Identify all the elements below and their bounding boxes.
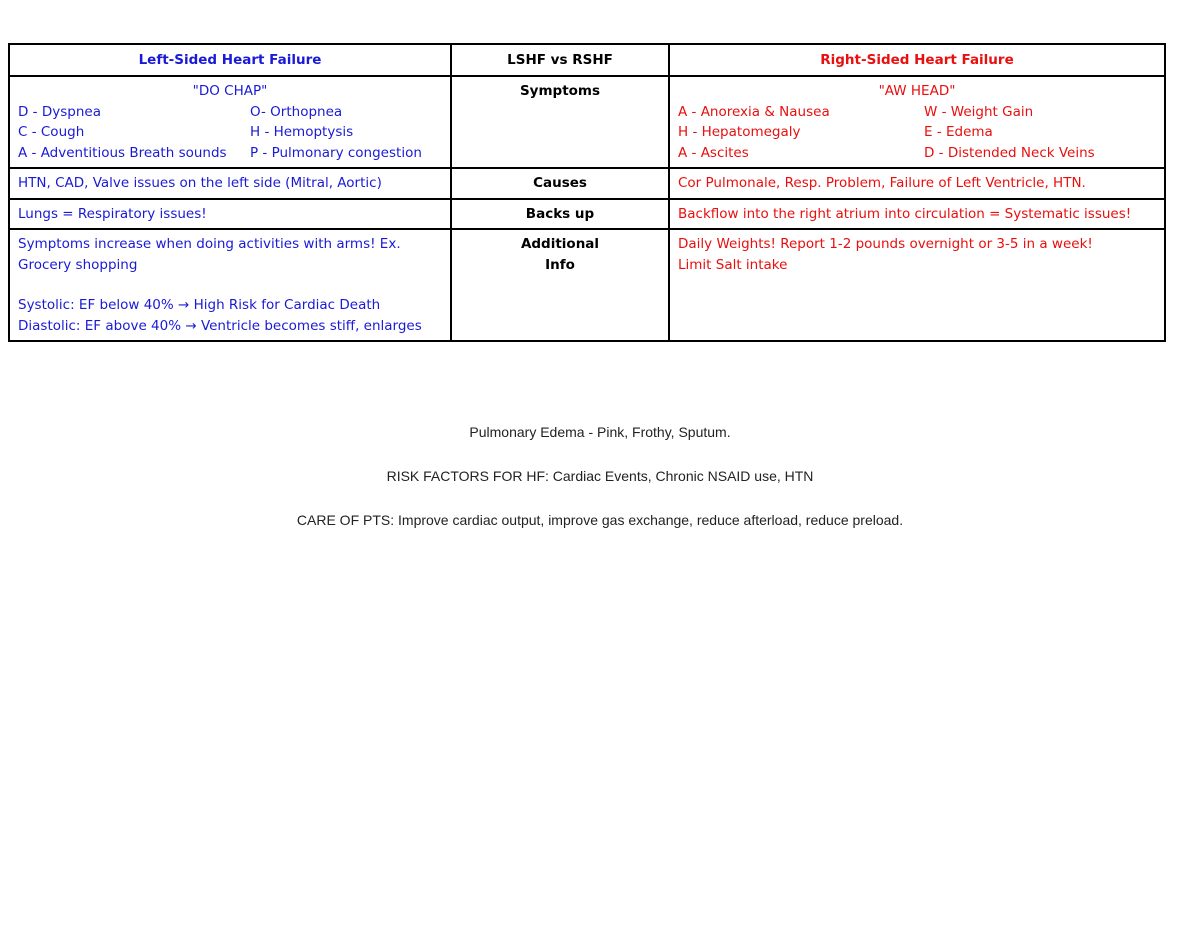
right-additional-cell xyxy=(669,229,1165,341)
right-symptom: H - Hepatomegaly xyxy=(678,124,801,140)
right-symptom: D - Distended Neck Veins xyxy=(924,144,1095,161)
right-symptom: A - Anorexia & Nausea xyxy=(678,103,830,120)
right-symptom-pair xyxy=(678,102,1156,123)
left-symptom-pair xyxy=(18,122,442,143)
right-symptom: W - Weight Gain xyxy=(924,103,1034,120)
causes-row xyxy=(9,168,1165,199)
causes-label: Causes xyxy=(451,168,669,199)
right-mnemonic: "AW HEAD" xyxy=(878,83,956,99)
spacer xyxy=(18,275,442,295)
right-heart-failure-header: Right-Sided Heart Failure xyxy=(669,44,1165,76)
right-causes-cell: Cor Pulmonale, Resp. Problem, Failure of Left Ventricle, HTN. xyxy=(669,168,1165,199)
comparison-header: LSHF vs RSHF xyxy=(451,44,669,76)
right-symptom-pair xyxy=(678,122,1156,143)
lshf-vs-rshf-table xyxy=(8,43,1166,342)
left-symptom-pair xyxy=(18,102,442,123)
left-additional-text: Systolic: EF below 40% → High Risk for Cardiac Death xyxy=(18,297,381,313)
symptoms-row xyxy=(9,76,1165,168)
left-symptom: C - Cough xyxy=(18,124,85,140)
left-symptoms-cell xyxy=(9,76,451,168)
note-care-of-patients: CARE OF PTS: Improve cardiac output, improve gas exchange, reduce afterload, reduce preload. xyxy=(296,512,904,528)
backs-up-label: Backs up xyxy=(451,199,669,230)
left-symptom: A - Adventitious Breath sounds xyxy=(18,144,227,161)
left-symptom: P - Pulmonary congestion xyxy=(250,144,422,161)
right-symptoms-cell xyxy=(669,76,1165,168)
right-symptom: A - Ascites xyxy=(678,144,749,161)
left-heart-failure-header: Left-Sided Heart Failure xyxy=(9,44,451,76)
left-backs-up-cell: Lungs = Respiratory issues! xyxy=(9,199,451,230)
table-header-row xyxy=(9,44,1165,76)
additional-info-row xyxy=(9,229,1165,341)
symptoms-label: Symptoms xyxy=(451,76,669,168)
left-additional-text: Symptoms increase when doing activities with arms! Ex. Grocery shopping xyxy=(18,236,401,273)
right-additional-text: Limit Salt intake xyxy=(678,256,788,273)
right-symptom: E - Edema xyxy=(924,124,993,140)
additional-label-line: Info xyxy=(545,256,575,273)
left-causes-cell: HTN, CAD, Valve issues on the left side (Mitral, Aortic) xyxy=(9,168,451,199)
right-additional-text: Daily Weights! Report 1-2 pounds overnight or 3-5 in a week! xyxy=(678,236,1093,252)
backs-up-row xyxy=(9,199,1165,230)
right-symptom-pair xyxy=(678,143,1156,164)
right-backs-up-cell: Backflow into the right atrium into circulation = Systematic issues! xyxy=(669,199,1165,230)
additional-info-label xyxy=(451,229,669,341)
left-mnemonic: "DO CHAP" xyxy=(192,83,268,99)
left-symptom-pair xyxy=(18,143,442,164)
left-additional-text: Diastolic: EF above 40% → Ventricle becomes stiff, enlarges xyxy=(18,317,422,334)
left-symptom: H - Hemoptysis xyxy=(250,124,354,140)
left-symptom: O- Orthopnea xyxy=(250,103,343,120)
note-risk-factors: RISK FACTORS FOR HF: Cardiac Events, Chronic NSAID use, HTN xyxy=(386,468,814,484)
left-additional-cell xyxy=(9,229,451,341)
additional-label-line: Additional xyxy=(520,236,600,252)
left-symptom: D - Dyspnea xyxy=(18,103,101,120)
note-pulmonary-edema: Pulmonary Edema - Pink, Frothy, Sputum. xyxy=(469,424,731,440)
